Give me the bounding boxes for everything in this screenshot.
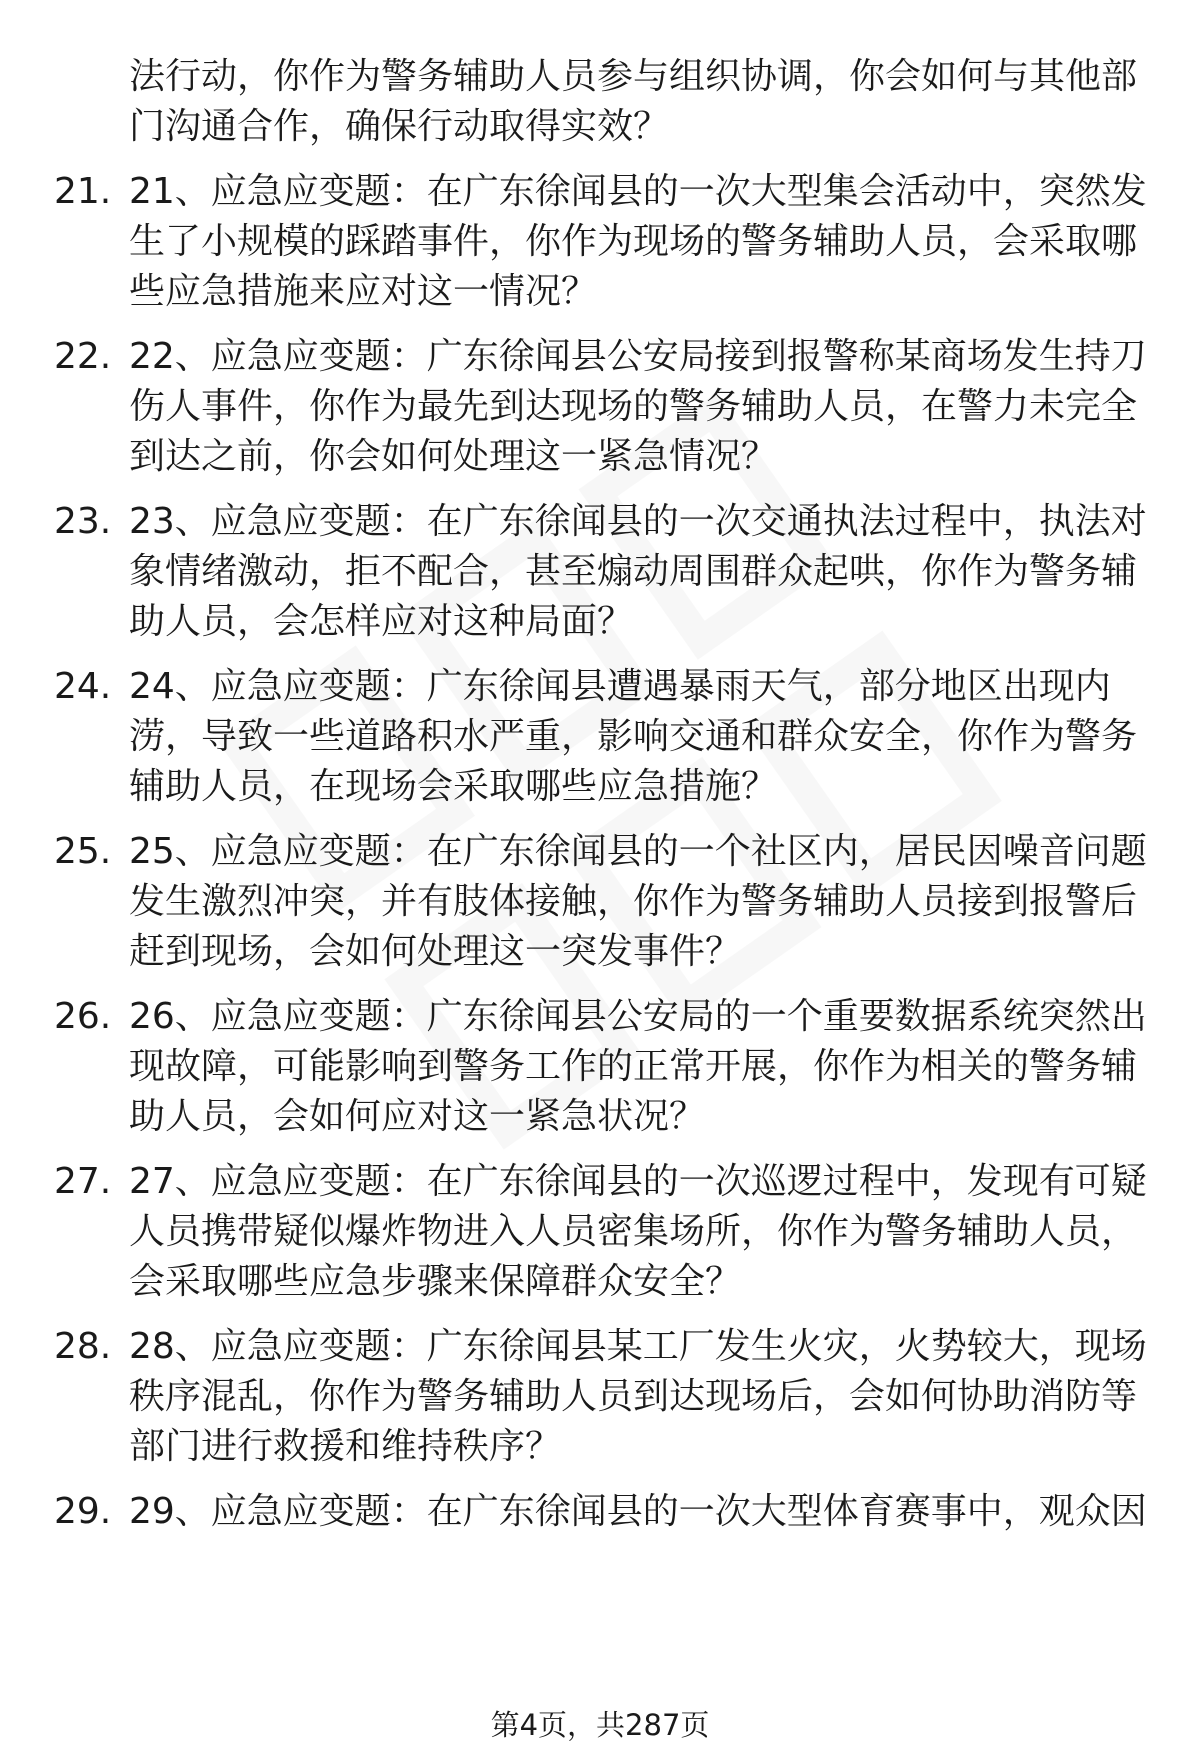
question-line: 生了小规模的踩踏事件，你作为现场的警务辅助人员，会采取哪: [129, 221, 1138, 262]
question-line: 25、应急应变题：在广东徐闻县的一个社区内，居民因噪音问题: [129, 831, 1147, 872]
question-line: 伤人事件，你作为最先到达现场的警务辅助人员，在警力未完全: [129, 386, 1138, 427]
question-line: 26、应急应变题：广东徐闻县公安局的一个重要数据系统突然出: [129, 996, 1147, 1037]
question-line: 29、应急应变题：在广东徐闻县的一次大型体育赛事中，观众因: [129, 1491, 1147, 1532]
question-line: 28、应急应变题：广东徐闻县某工厂发生火灾，火势较大，现场: [129, 1326, 1147, 1367]
question-number: 25.: [54, 831, 112, 872]
question-number: 24.: [54, 666, 112, 707]
question-number: 26.: [54, 996, 112, 1037]
question-line: 部门进行救援和维持秩序？: [129, 1426, 562, 1467]
question-number: 29.: [54, 1491, 112, 1532]
question-line: 到达之前，你会如何处理这一紧急情况？: [129, 436, 778, 477]
question-number: 28.: [54, 1326, 112, 1367]
question-line: 助人员，会如何应对这一紧急状况？: [129, 1096, 706, 1137]
question-line: 赶到现场，会如何处理这一突发事件？: [129, 931, 742, 972]
question-line: 会采取哪些应急步骤来保障群众安全？: [129, 1261, 742, 1302]
question-line: 22、应急应变题：广东徐闻县公安局接到报警称某商场发生持刀: [129, 336, 1147, 377]
question-line: 象情绪激动，拒不配合，甚至煽动周围群众起哄，你作为警务辅: [129, 551, 1138, 592]
question-number: 23.: [54, 501, 112, 542]
question-line: 涝，导致一些道路积水严重，影响交通和群众安全，你作为警务: [129, 716, 1138, 757]
question-line: 些应急措施来应对这一情况？: [129, 271, 598, 312]
question-line: 27、应急应变题：在广东徐闻县的一次巡逻过程中，发现有可疑: [129, 1161, 1147, 1202]
question-line: 助人员，会怎样应对这种局面？: [129, 601, 634, 642]
question-number: 21.: [54, 171, 112, 212]
question-number: 27.: [54, 1161, 112, 1202]
question-line: 24、应急应变题：广东徐闻县遭遇暴雨天气，部分地区出现内: [129, 666, 1111, 707]
question-line: 现故障，可能影响到警务工作的正常开展，你作为相关的警务辅: [129, 1046, 1138, 1087]
question-line: 23、应急应变题：在广东徐闻县的一次交通执法过程中，执法对: [129, 501, 1147, 542]
question-line: 发生激烈冲突，并有肢体接触，你作为警务辅助人员接到报警后: [129, 881, 1138, 922]
question-line: 辅助人员，在现场会采取哪些应急措施？: [129, 766, 778, 807]
intro-line: 门沟通合作，确保行动取得实效？: [129, 106, 670, 147]
question-number: 22.: [54, 336, 112, 377]
question-line: 人员携带疑似爆炸物进入人员密集场所，你作为警务辅助人员，: [129, 1211, 1138, 1252]
question-line: 21、应急应变题：在广东徐闻县的一次大型集会活动中，突然发: [129, 171, 1147, 212]
question-line: 秩序混乱，你作为警务辅助人员到达现场后，会如何协助消防等: [129, 1376, 1138, 1417]
page-footer: 第4页，共287页: [490, 1708, 710, 1742]
intro-line: 法行动，你作为警务辅助人员参与组织协调，你会如何与其他部: [129, 56, 1138, 97]
